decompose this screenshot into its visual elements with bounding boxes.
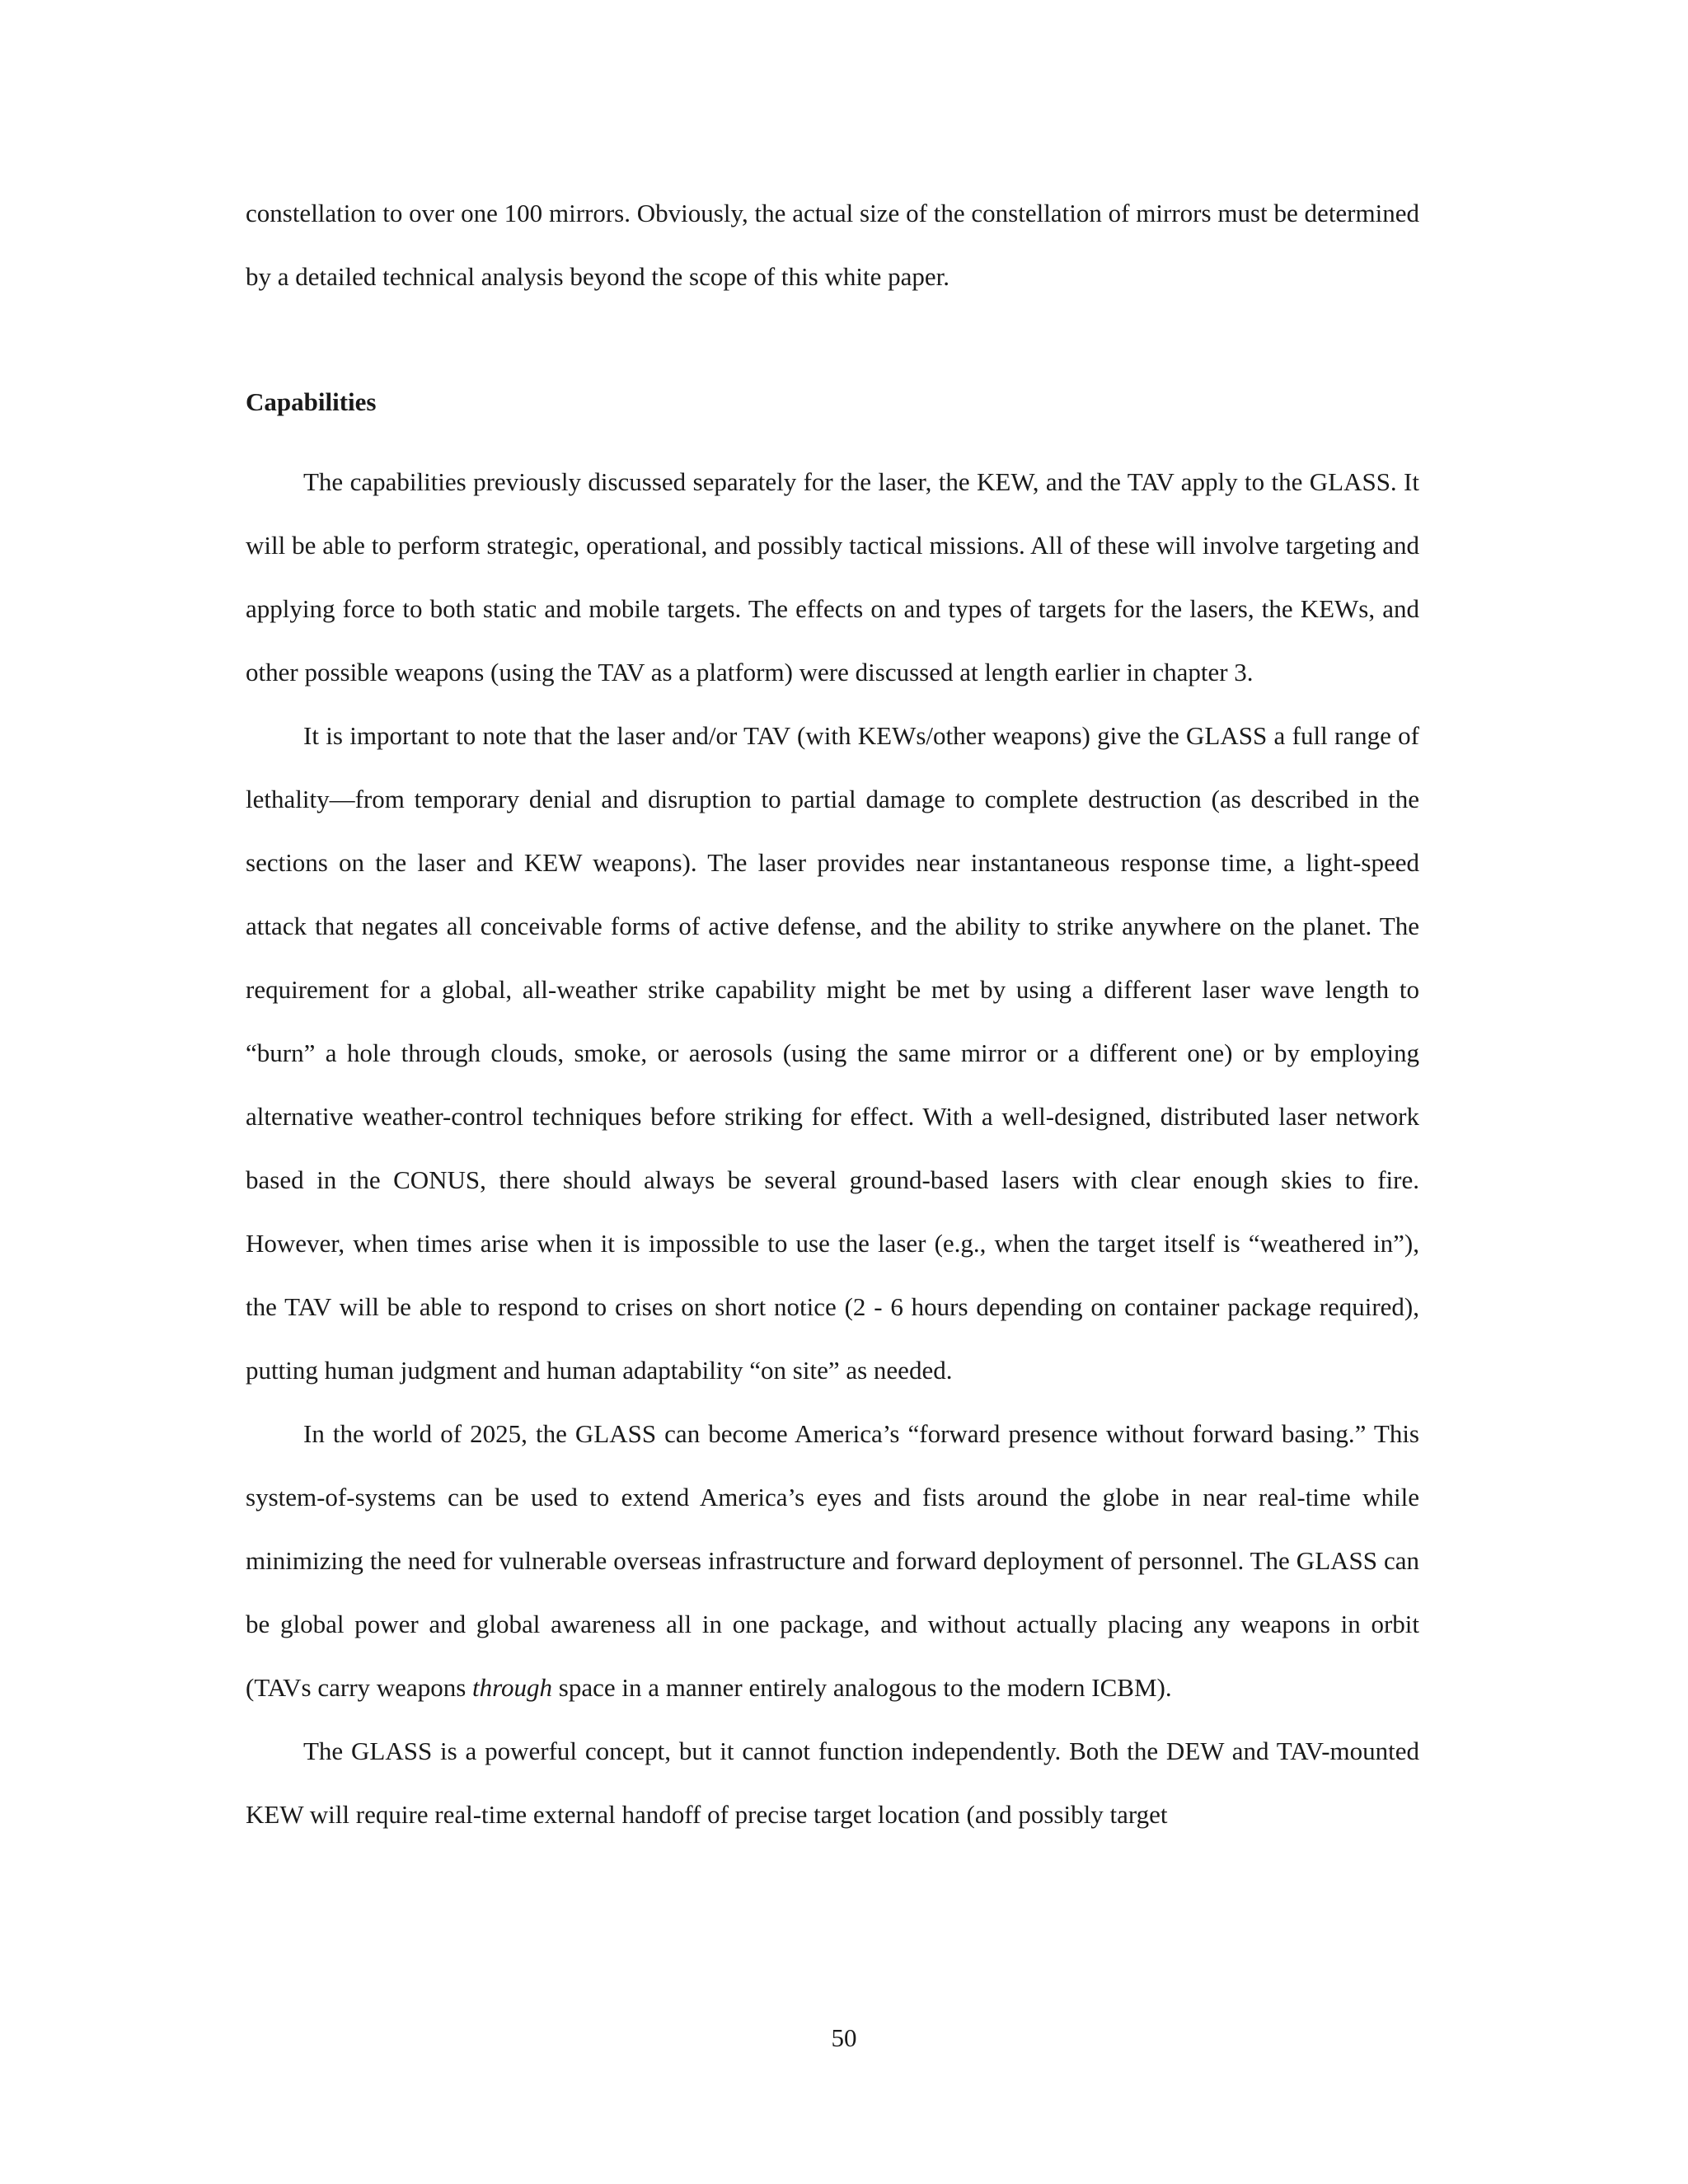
continuation-paragraph: constellation to over one 100 mirrors. Obviously, the actual size of the constellation of mirrors must be determined by a detailed technical analysis beyond the scope of this white paper. xyxy=(246,199,1419,291)
paragraph-forward-presence-tail-after: space in a manner entirely analogous to the modern ICBM). xyxy=(558,1673,1172,1702)
continuation-block xyxy=(246,181,1419,308)
paragraph-powerful-concept: The GLASS is a powerful concept, but it cannot function independently. Both the DEW and TAV-mounted KEW will require real-time external handoff of precise target location (and possibly target xyxy=(246,1736,1419,1829)
paragraph-forward-presence-text: In the world of 2025, the GLASS can become America’s “forward presence without forward basing.” This system-of-systems can be used to extend America’s eyes and fists around the globe in near real-time while minimizing the need for vulnerable overseas infrastructure and forward deployment of personnel. The GLASS can be global power and global awareness all in one package, and without actually placing any xyxy=(246,1419,1419,1638)
paragraph-lethality: It is important to note that the laser and/or TAV (with KEWs/other weapons) give the GLASS a full range of lethality—from temporary denial and disruption to partial damage to complete destruction (as described in the sections on the laser and KEW weapons). The laser provides near instantaneous response time, a light-speed attack that negates all conceivable forms of active defense, and the ability to strike anywhere on the planet. The requirement for a global, all-weather strike capability might be met by using a different laser wave length to “burn” a hole through clouds, smoke, or aerosols (using the same mirror or a different one) or by employing alternative weather-control techniques before striking for effect. With a well-designed, distributed laser network based in the CONUS, there should always be several ground-based lasers with clear enough skies to fire. However, when times arise when it is impossible to use the laser (e.g., when the target itself is “weathered in”), the TAV will be able to respond to crises on short notice (2 - 6 hours depending on container package required), putting human judgment and human adaptability “on site” as needed. xyxy=(246,721,1419,1385)
page-number: 50 xyxy=(831,2023,857,2052)
paragraph-forward-presence-tail-before: weapons in orbit (TAVs carry weapons xyxy=(246,1610,1419,1702)
body-text xyxy=(246,450,1419,1846)
section-heading: Capabilities xyxy=(246,387,377,416)
italic-emphasis: through xyxy=(472,1673,553,1702)
paragraph-forward-presence xyxy=(246,1402,1419,1719)
paragraph-capabilities: The capabilities previously discussed separately for the laser, the KEW, and the TAV apply to the GLASS. It will be able to perform strategic, operational, and possibly tactical missions. All of these will involve targeting and applying force to both static and mobile targets. The effects on and types of targets for the lasers, the KEWs, and other possible weapons (using the TAV as a platform) were discussed at length earlier in chapter 3. xyxy=(246,467,1419,687)
